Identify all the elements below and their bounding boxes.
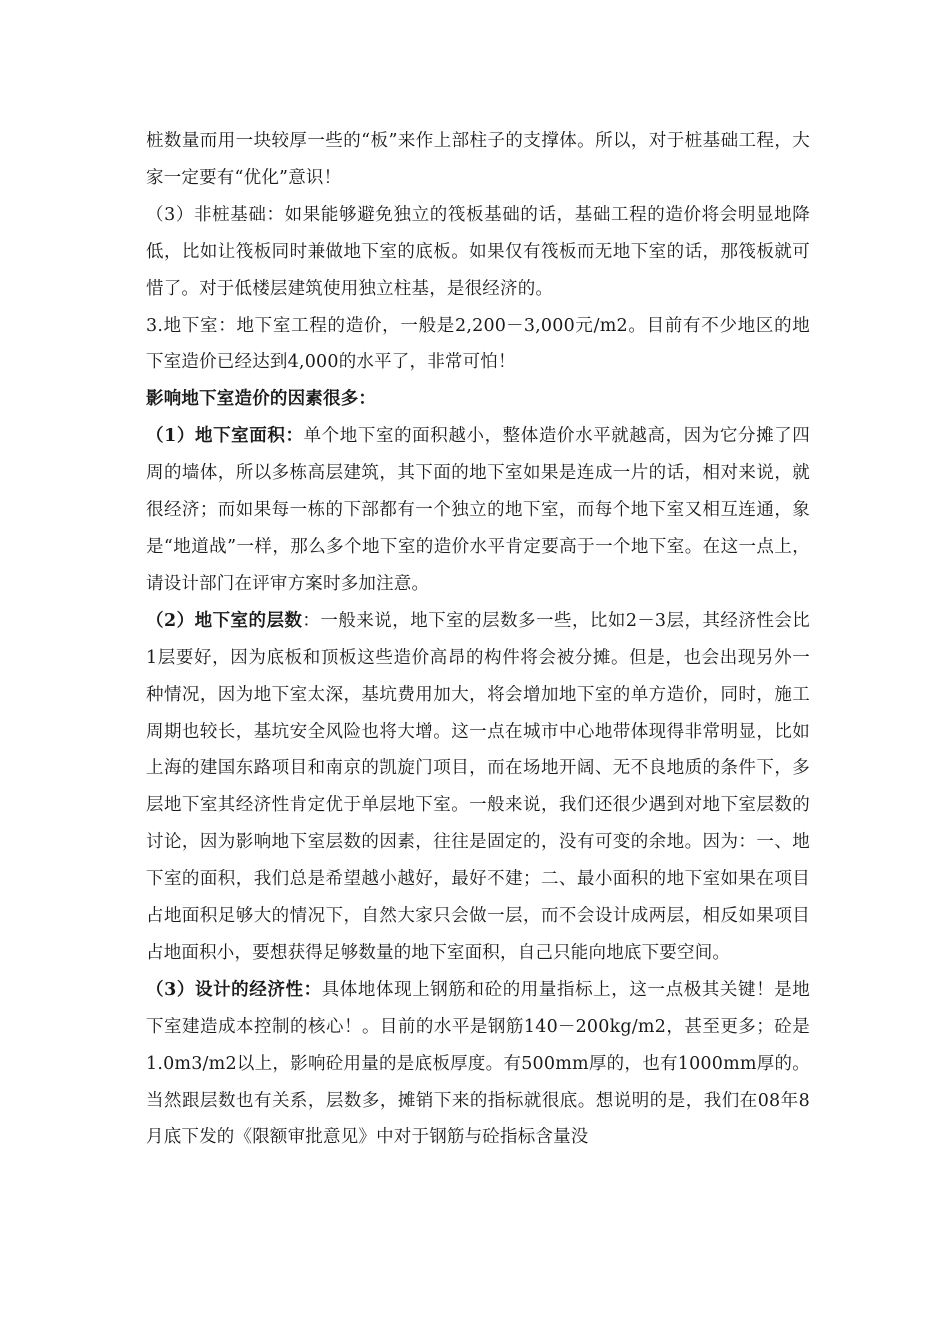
paragraph-lead: （2）地下室的层数 [146, 610, 303, 631]
heading-basement-factors [146, 381, 810, 418]
paragraph-pile-foundation [146, 123, 810, 197]
paragraph-basement-area [146, 418, 810, 603]
paragraph-text: 具体地体现上钢筋和砼的用量指标上，这一点极其关键！是地下室建造成本控制的核心！。目前的水平是钢筋140－200kg/m2，甚至更多；砼是1.0m3/m2以上，影响砼用量的是底板厚度。有500mm厚的，也有1000mm厚的。当然跟层数也有关系，层数多，摊销下来的指标就很底。想说明的是，我们在08年8月底下发的《限额审批意见》中对于钢筋与砼指标含量没 [146, 979, 810, 1148]
paragraph-lead: （3）设计的经济性： [146, 979, 322, 1000]
paragraph-text: ：一般来说，地下室的层数多一些，比如2－3层，其经济性会比1层要好，因为底板和顶板这些造价高昂的构件将会被分摊。但是，也会出现另外一种情况，因为地下室太深，基坑费用加大，将会增加地下室的单方造价，同时，施工周期也较长，基坑安全风险也将大增。这一点在城市中心地带体现得非常明显，比如上海的建国东路项目和南京的凯旋门项目，而在场地开阔、无不良地质的条件下，多层地下室其经济性肯定优于单层地下室。一般来说，我们还很少遇到对地下室层数的讨论，因为影响地下室层数的因素，往往是固定的，没有可变的余地。因为：一、地下室的面积，我们总是希望越小越好，最好不建；二、最小面积的地下室如果在项目占地面积足够大的情况下，自然大家只会做一层，而不会设计成两层，相反如果项目占地面积小，要想获得足够数量的地下室面积，自己只能向地底下要空间。 [146, 610, 810, 963]
paragraph-text: （3）非桩基础：如果能够避免独立的筏板基础的话，基础工程的造价将会明显地降低，比如让筏板同时兼做地下室的底板。如果仅有筏板而无地下室的话，那筏板就可惜了。对于低楼层建筑使用独立柱基，是很经济的。 [146, 204, 810, 299]
paragraph-basement-cost [146, 308, 810, 382]
paragraph-text: 单个地下室的面积越小，整体造价水平就越高，因为它分摊了四周的墙体，所以多栋高层建筑，其下面的地下室如果是连成一片的话，相对来说，就很经济；而如果每一栋的下部都有一个独立的地下室，而每个地下室又相互连通，象是“地道战”一样，那么多个地下室的造价水平肯定要高于一个地下室。在这一点上，请设计部门在评审方案时多加注意。 [146, 426, 810, 594]
paragraph-basement-levels [146, 603, 810, 972]
heading-text: 影响地下室造价的因素很多： [146, 389, 377, 410]
paragraph-lead: （1）地下室面积： [146, 426, 304, 447]
paragraph-design-economy [146, 972, 810, 1157]
paragraph-non-pile-foundation [146, 197, 810, 308]
body-text [146, 123, 810, 1156]
paragraph-text: 桩数量而用一块较厚一些的“板”来作上部柱子的支撑体。所以，对于桩基础工程，大家一定要有“优化”意识！ [146, 131, 810, 188]
paragraph-text: 3.地下室：地下室工程的造价，一般是2,200－3,000元/m2。目前有不少地区的地下室造价已经达到4,000的水平了，非常可怕！ [146, 315, 810, 373]
